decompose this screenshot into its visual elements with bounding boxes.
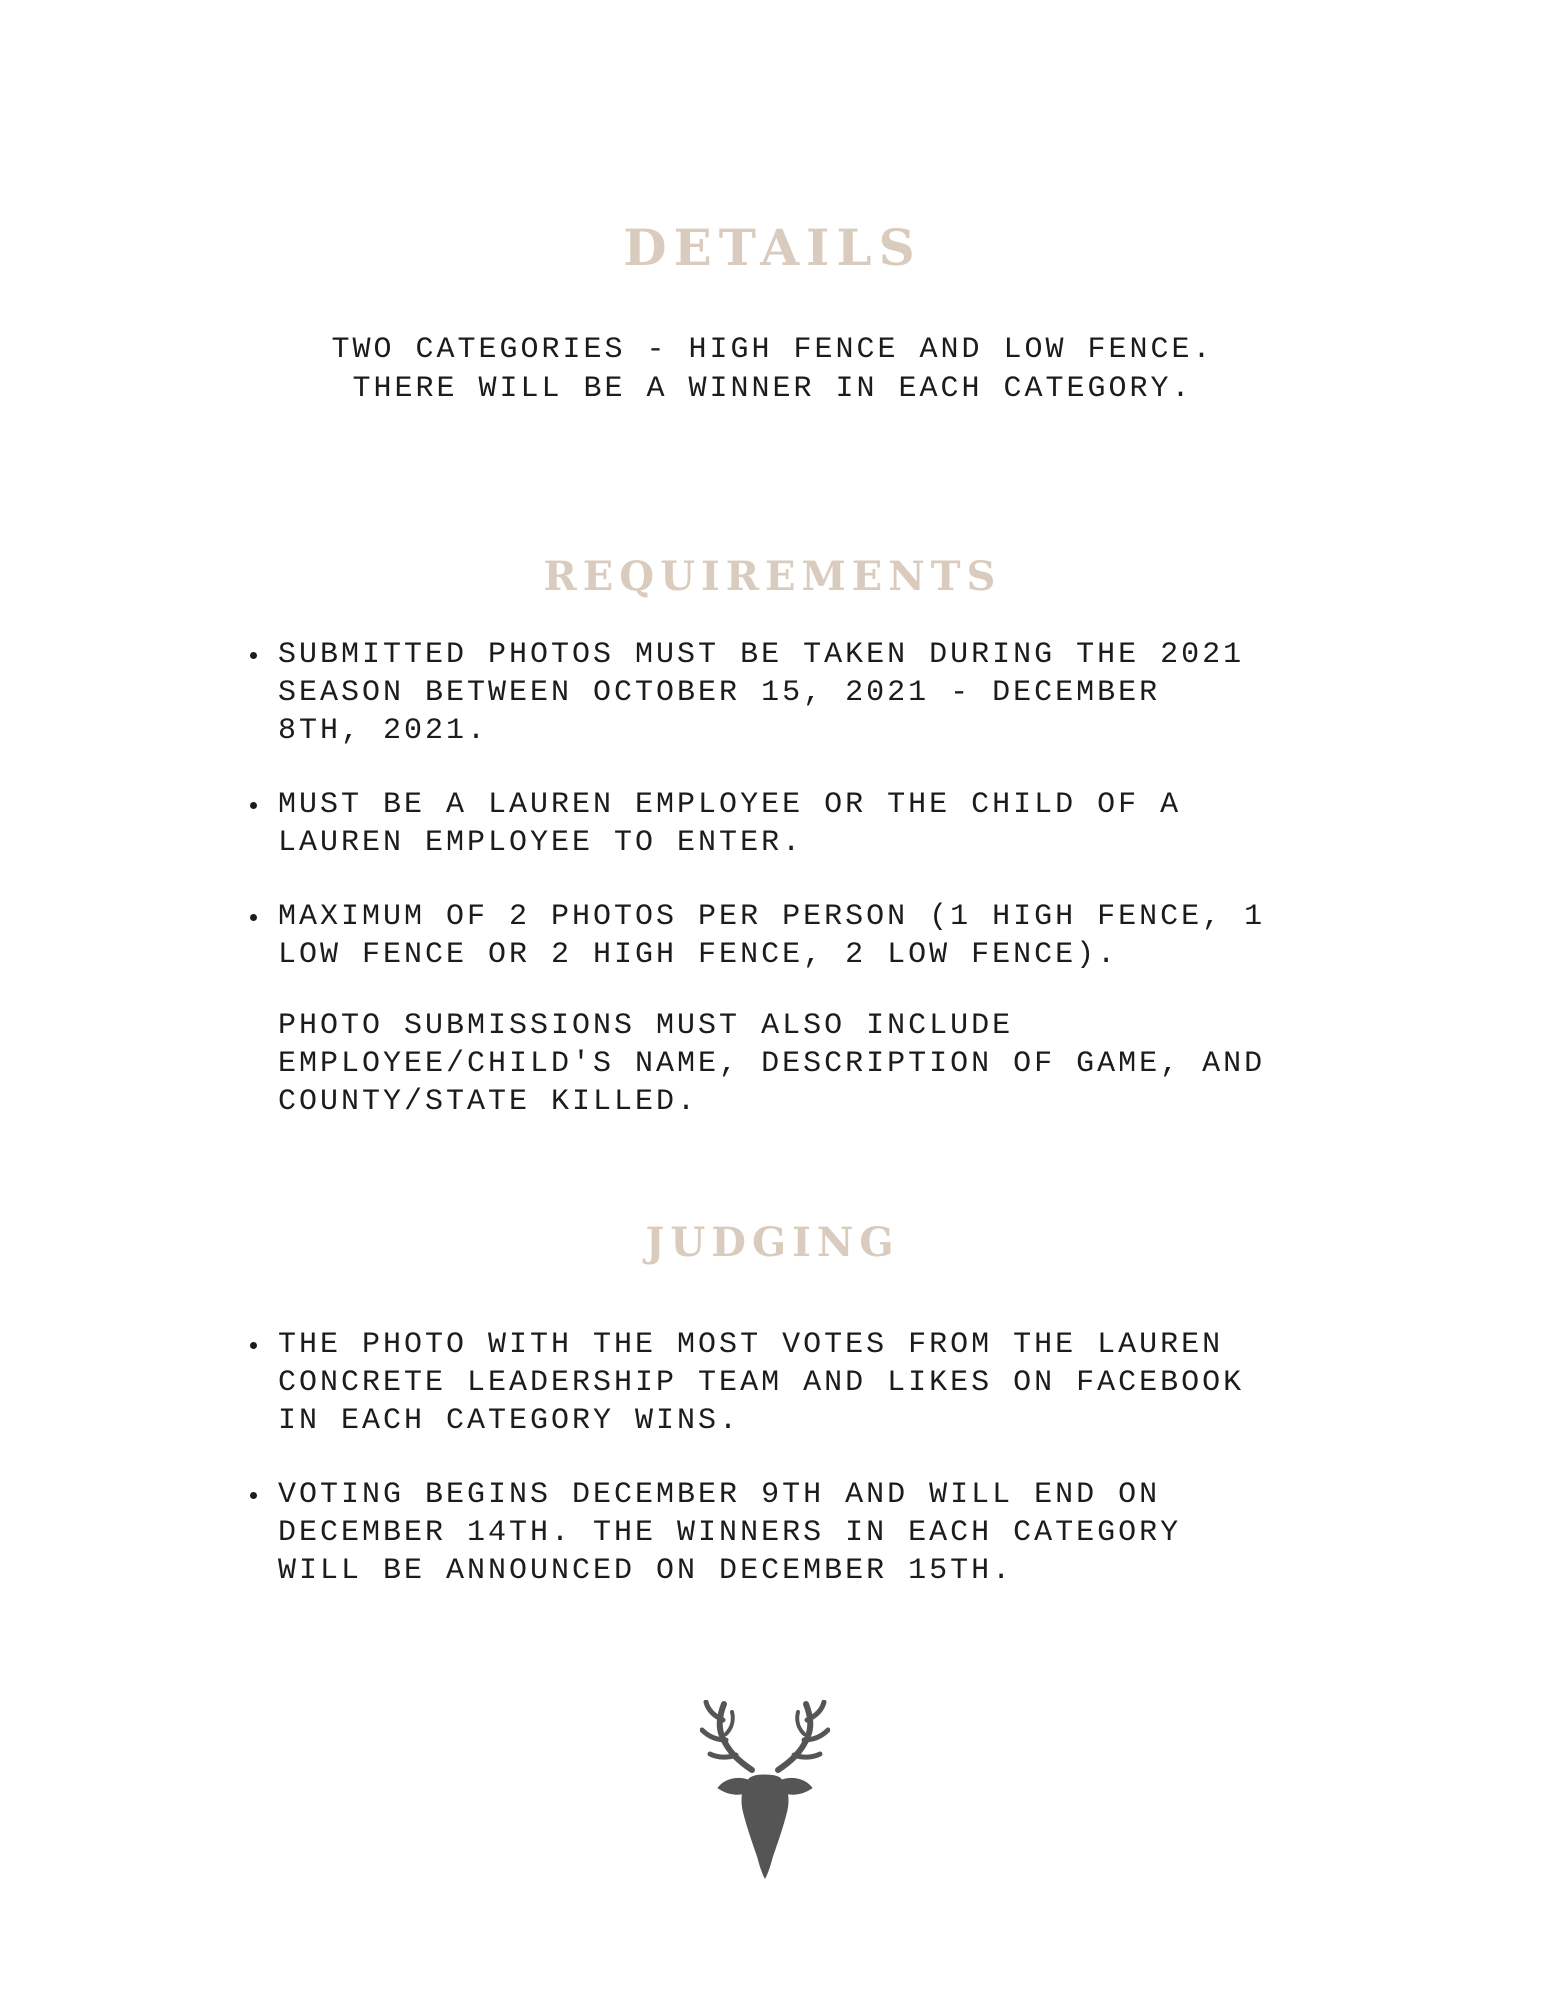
judging-list xyxy=(0,1326,1338,1590)
item-line: LAUREN EMPLOYEE TO ENTER. xyxy=(278,826,804,860)
item-line: DECEMBER 14TH. THE WINNERS IN EACH CATEGORY xyxy=(278,1516,1182,1550)
requirements-list xyxy=(0,636,1338,1010)
bullet-icon xyxy=(250,914,257,921)
item-line: 8TH, 2021. xyxy=(278,714,489,748)
judging-heading: JUDGING xyxy=(645,1219,900,1266)
item-line: CONCRETE LEADERSHIP TEAM AND LIKES ON FACEBOOK xyxy=(278,1366,1245,1400)
note-line: PHOTO SUBMISSIONS MUST ALSO INCLUDE xyxy=(278,1009,1014,1043)
judging-item xyxy=(0,1326,1338,1440)
item-line: LOW FENCE OR 2 HIGH FENCE, 2 LOW FENCE). xyxy=(278,938,1119,972)
item-line: VOTING BEGINS DECEMBER 9TH AND WILL END ON xyxy=(278,1478,1161,1512)
bullet-icon xyxy=(250,1342,257,1349)
note-line: COUNTY/STATE KILLED. xyxy=(278,1085,699,1119)
bullet-icon xyxy=(250,652,257,659)
bullet-icon xyxy=(250,1492,257,1499)
item-line: MUST BE A LAUREN EMPLOYEE OR THE CHILD OF A xyxy=(278,788,1182,822)
requirement-item xyxy=(0,786,1338,862)
details-line: TWO CATEGORIES - HIGH FENCE AND LOW FENCE. xyxy=(331,333,1214,367)
requirements-note xyxy=(278,1007,1265,1121)
requirements-heading: REQUIREMENTS xyxy=(543,553,1002,600)
requirement-item xyxy=(0,636,1338,750)
item-line: WILL BE ANNOUNCED ON DECEMBER 15TH. xyxy=(278,1554,1014,1588)
note-line: EMPLOYEE/CHILD'S NAME, DESCRIPTION OF GAME, AND xyxy=(278,1047,1266,1081)
details-text xyxy=(0,331,1545,409)
details-heading: DETAILS xyxy=(623,218,922,277)
requirement-item xyxy=(0,898,1338,974)
item-line: THE PHOTO WITH THE MOST VOTES FROM THE LAUREN xyxy=(278,1328,1224,1362)
deer-head-icon xyxy=(700,1700,830,1880)
bullet-icon xyxy=(250,802,257,809)
judging-item xyxy=(0,1476,1338,1590)
item-line: MAXIMUM OF 2 PHOTOS PER PERSON (1 HIGH FENCE, 1 xyxy=(278,900,1266,934)
item-line: SEASON BETWEEN OCTOBER 15, 2021 - DECEMBER xyxy=(278,676,1161,710)
details-line: THERE WILL BE A WINNER IN EACH CATEGORY. xyxy=(352,372,1193,406)
item-line: IN EACH CATEGORY WINS. xyxy=(278,1404,741,1438)
item-line: SUBMITTED PHOTOS MUST BE TAKEN DURING THE 2021 xyxy=(278,638,1245,672)
